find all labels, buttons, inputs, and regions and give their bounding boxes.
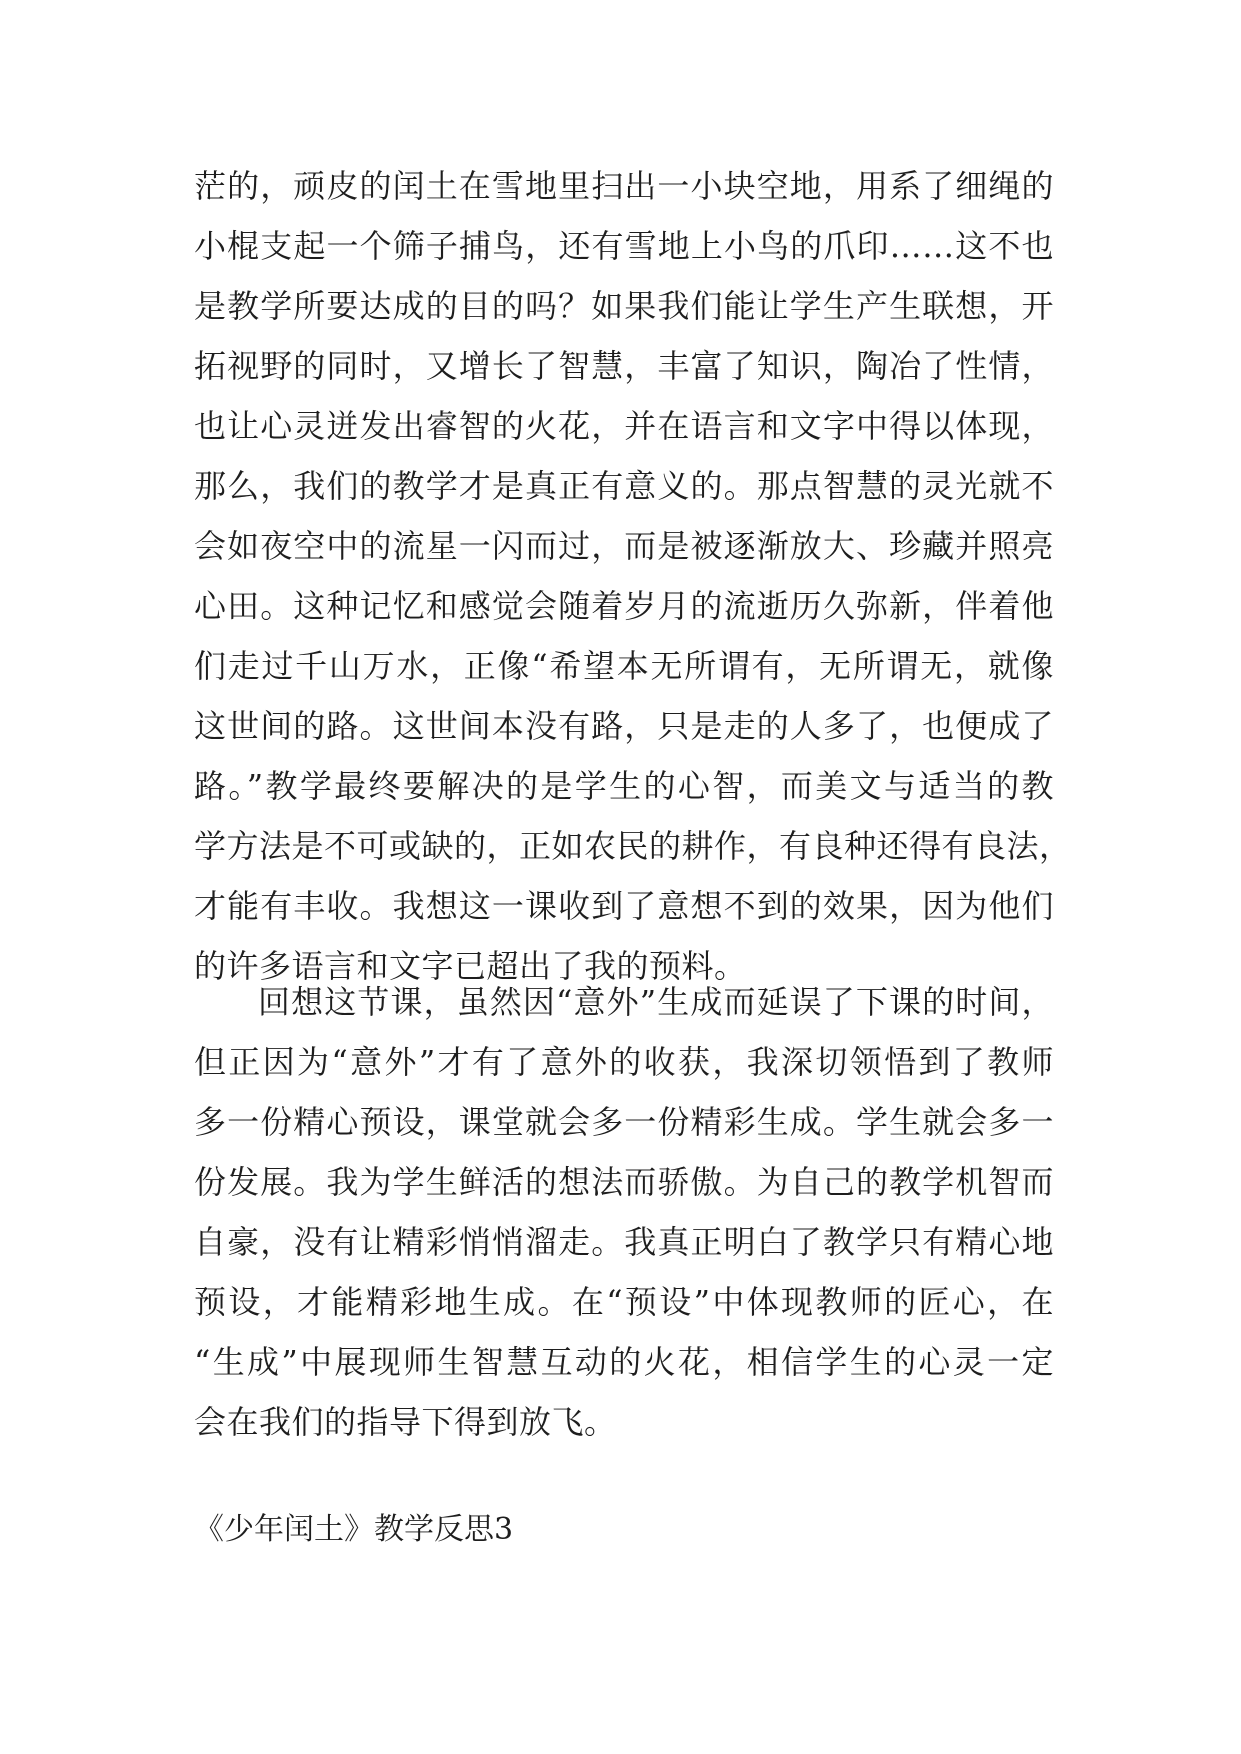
text-line-last: 会在我们的指导下得到放飞。	[194, 1403, 617, 1441]
text-line: 会如夜空中的流星一闪而过，而是被逐渐放大、珍藏并照亮	[194, 527, 1054, 565]
text-line: 茫的，顽皮的闰土在雪地里扫出一小块空地，用系了细绳的	[194, 167, 1054, 205]
text-line: 预设，才能精彩地生成。在“预设”中体现教师的匠心，在	[194, 1283, 1054, 1321]
text-line: “生成”中展现师生智慧互动的火花，相信学生的心灵一定	[194, 1343, 1054, 1381]
body-paragraph-1	[194, 156, 1072, 996]
text-line: 拓视野的同时，又增长了智慧，丰富了知识，陶冶了性情，	[194, 347, 1054, 385]
text-line: 份发展。我为学生鲜活的想法而骄傲。为自己的教学机智而	[194, 1163, 1054, 1201]
text-line: 但正因为“意外”才有了意外的收获，我深切领悟到了教师	[194, 1043, 1054, 1081]
text-line: 自豪，没有让精彩悄悄溜走。我真正明白了教学只有精心地	[194, 1223, 1054, 1261]
text-line: 学方法是不可或缺的，正如农民的耕作，有良种还得有良法，	[194, 827, 1072, 865]
text-line: 也让心灵迸发出睿智的火花，并在语言和文字中得以体现，	[194, 407, 1054, 445]
text-line-last: 的许多语言和文字已超出了我的预料。	[194, 947, 747, 985]
text-line: 是教学所要达成的目的吗？如果我们能让学生产生联想，开	[194, 287, 1054, 325]
text-line: 路。”教学最终要解决的是学生的心智，而美文与适当的教	[194, 767, 1054, 805]
section-heading: 《少年闰土》教学反思3	[194, 1512, 514, 1547]
text-line: 才能有丰收。我想这一课收到了意想不到的效果，因为他们	[194, 887, 1054, 925]
text-line: 多一份精心预设，课堂就会多一份精彩生成。学生就会多一	[194, 1103, 1054, 1141]
text-line: 小棍支起一个筛子捕鸟，还有雪地上小鸟的爪印……这不也	[194, 227, 1054, 265]
body-paragraph-2	[194, 972, 1054, 1452]
text-line: 们走过千山万水，正像“希望本无所谓有，无所谓无，就像	[194, 647, 1054, 685]
text-line-indented: 回想这节课，虽然因“意外”生成而延误了下课的时间，	[258, 983, 1054, 1021]
text-line: 那么，我们的教学才是真正有意义的。那点智慧的灵光就不	[194, 467, 1054, 505]
text-line: 心田。这种记忆和感觉会随着岁月的流逝历久弥新，伴着他	[194, 587, 1054, 625]
text-line: 这世间的路。这世间本没有路，只是走的人多了，也便成了	[194, 707, 1054, 745]
